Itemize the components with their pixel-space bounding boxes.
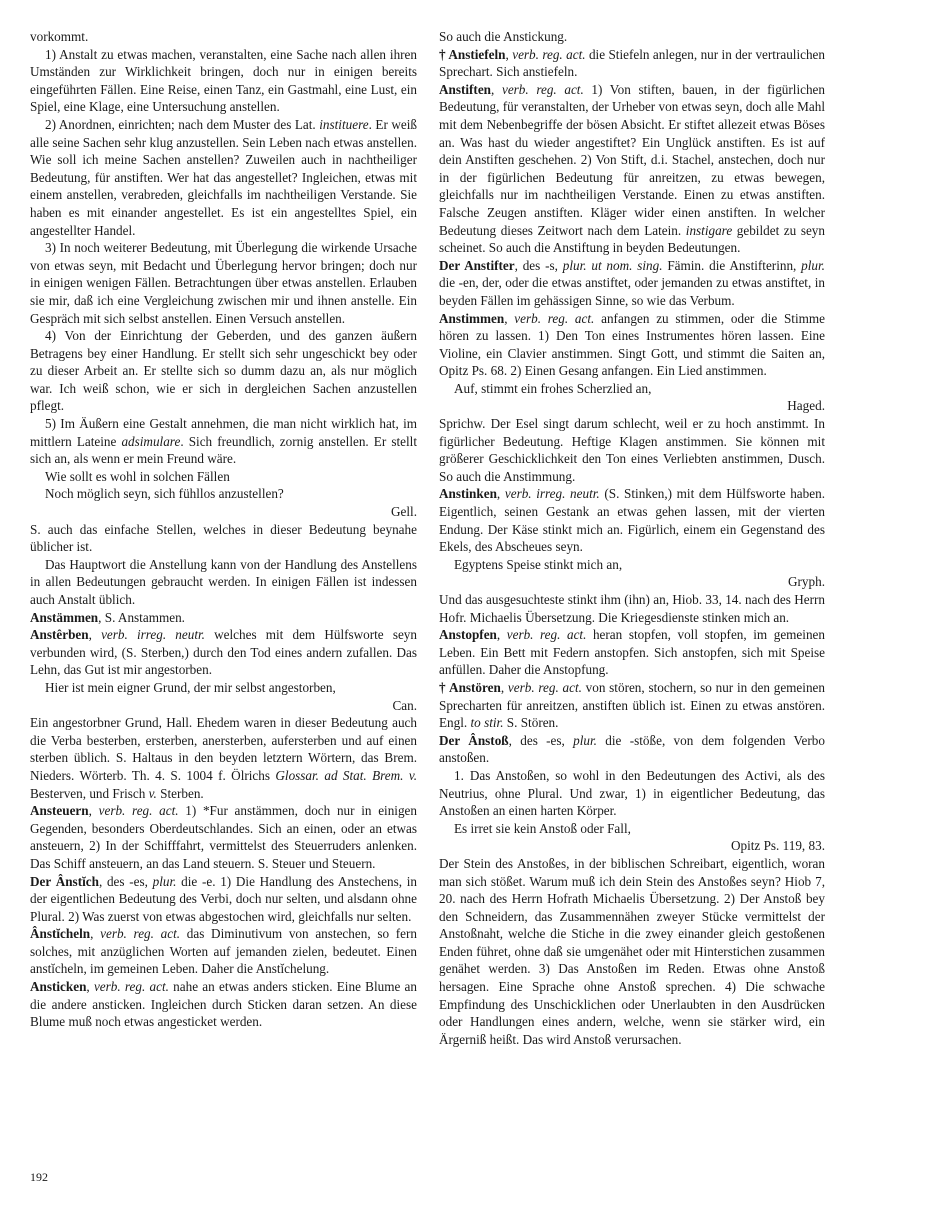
entry-anstopfen: Anstopfen, verb. reg. act. heran stopfen, voll stopfen, im gemeinen Leben. Ein Bett mit Federn anstopfen. Sich anstopfen, sich mit Speise anfüllen. Daher die Anstopfung.: [439, 627, 825, 678]
headword: Der Anstifter: [439, 257, 515, 273]
verse-attribution: Gryph.: [788, 574, 825, 590]
entry-ansticheln: Ânstĭcheln, verb. reg. act. das Diminutivum von anstechen, so fern solches, mit anzüglichen Worten auf jemanden zielen, bedeutet. Einen anstĭcheln, im gemeinen Leben. Daher die Anstĭchelung.: [30, 926, 417, 977]
entry-anstifter: Der Anstifter, des -s, plur. ut nom. sing. Fämin. die Anstifterinn, plur. die -en, der, oder die etwas anstiftet, oder jemanden zu etwas anstiftet, in beyden Fällen im gehässigen Sinne, so wie das Verbum.: [439, 257, 825, 308]
entry-anstoeren: † Anstören, verb. reg. act. von stören, stochern, so nur in den gemeinen Sprecharten für anreitzen, anstiften üblich ist. Einen zu etwas anstören. Engl. to stir. S. Stören.: [439, 679, 825, 731]
page-number: 192: [30, 1170, 48, 1184]
body-paragraph: S. auch das einfache Stellen, welches in dieser Bedeutung beynahe üblicher ist.: [30, 521, 417, 555]
verse-attribution: Can.: [392, 697, 417, 713]
entry-anstoss: Der Ânstoß, des -es, plur. die -stöße, von dem folgenden Verbo anstoßen.: [439, 732, 825, 766]
verse-attribution: Opitz Ps. 119, 83.: [730, 838, 825, 854]
headword: † Anstiefeln: [439, 46, 506, 62]
verse-line: Wie sollt es wohl in solchen Fällen: [45, 468, 230, 484]
headword: † Anstören: [439, 679, 501, 695]
continuation-text: So auch die Anstickung.: [439, 29, 568, 44]
verse-line: Hier ist mein eigner Grund, der mir selbst angestorben,: [45, 679, 336, 695]
left-column: [30, 28, 417, 1031]
entry-anstinken: Anstinken, verb. irreg. neutr. (S. Stinken,) mit dem Hülfsworte haben. Eigentlich, seinen Gestank an etwas gehen lassen, mit der vierten Endung. Der Käse stinkt mich an. Figürlich, einem ein Gegenstand des Ekels, des Abscheues seyn.: [439, 486, 826, 555]
entry-anstiefeln: † Anstiefeln, verb. reg. act. die Stiefeln anlegen, nur in der vertraulichen Sprechart. Sich anstiefeln.: [439, 46, 826, 80]
sense-paragraph: 1) Anstalt zu etwas machen, veranstalten, eine Sache nach allen ihren Umständen zur Wirklichkeit bringen, doch nur in einigen bereits eingeführten Fällen. Eine Reise, einen Tanz, ein Gastmahl, eine Lust, ein Spiel, eine Klage, eine Untersuchung anstellen.: [30, 46, 417, 115]
headword: Der Ânstoß: [439, 732, 509, 748]
entry-ansterben: Anstêrben, verb. irreg. neutr. welches mit dem Hülfsworte seyn verbunden wird, (S. Sterben,) durch den Tod eines andern zufallen. Das Lehn, das Gut ist mir angestorben.: [30, 627, 417, 678]
sense-paragraph: 5) Im Äußern eine Gestalt annehmen, die man nicht wirklich hat, im mittlern Lateine adsimulare. Sich freundlich, zornig anstellen. Er stellt sich an, als wenn er mein Freund wäre.: [30, 416, 417, 467]
headword: Anstopfen: [439, 627, 497, 643]
sense-paragraph: 4) Von der Einrichtung der Geberden, und des ganzen äußern Betragens bey einer Handlung. Er stellt sich sehr ungeschickt bey oder zu dieser Arbeit an. Er stellte sich so dumm dazu an, als nur möglich war. Ich weiß schon, wie er sich in dergleichen Sachen anzustellen pflegt.: [30, 328, 417, 414]
sense-paragraph: 1. Das Anstoßen, so wohl in den Bedeutungen des Activi, als des Neutrius, ohne Plural. Und zwar, 1) in eigentlicher Bedeutung, das Anstoßen an einen harten Körper.: [439, 767, 825, 819]
headword: Anstinken: [439, 486, 497, 502]
headword: Anstämmen: [30, 609, 99, 625]
sense-paragraph: 2) Anordnen, einrichten; nach dem Muster des Lat. instituere. Er weiß alle seine Sachen sehr klug anzustellen. Sein Leben nach etwas anstellen. Wie soll ich meine Sachen anstellen? Zuweilen auch in nachtheiliger Bedeutung, für anstiften. Wer hat das angestellet? Ingleichen, etwas mit einem anstellen, verabreden, gleichfalls im nachtheiligen Verstande. Sie haben es mit einander angestellet. Es ist ein angestelltes Spiel, ein angestellter Handel.: [30, 116, 417, 238]
continuation-text: vorkommt.: [30, 29, 89, 44]
verse-line: Noch möglich seyn, sich fühllos anzustellen?: [45, 486, 284, 502]
headword: Anstêrben: [30, 627, 89, 643]
body-paragraph: Das Hauptwort die Anstellung kann von der Handlung des Anstellens in allen Bedeutungen gebraucht werden. In einigen Fällen ist indessen auch Anstalt üblich.: [30, 556, 417, 607]
headword: Anstimmen: [439, 310, 505, 326]
verse-attribution: Gell.: [390, 504, 417, 520]
verse-line: Egyptens Speise stinkt mich an,: [454, 556, 623, 572]
entry-anstimmen: Anstimmen, verb. reg. act. anfangen zu stimmen, oder die Stimme hören zu lassen. 1) Den Ton eines Instrumentes hören lassen. Eine Violine, ein Clavier anstimmen. Singt Gott, und stimmt die Saiten an, Opitz Ps. 68. 2) Einen Gesang anfangen. Ein Lied anstimmen.: [439, 310, 825, 379]
headword: Ânstĭcheln: [30, 926, 91, 942]
entry-anstaemmen: Anstämmen, S. Anstammen.: [30, 609, 185, 625]
body-paragraph: Sprichw. Der Esel singt darum schlecht, weil er zu hoch anstimmt. In figürlicher Bedeutung. Heftige Klagen anstimmen. Sie können mit größerer Geschicklichkeit den Ton eines Verliebten anstimmen, Dusch. So auch die Anstimmung.: [439, 416, 825, 484]
entry-ansteuern: Ansteuern, verb. reg. act. 1) *Fur anstämmen, doch nur in einigen Gegenden, besonders Oberdeutschlandes. Sich an einen, oder an etwas ansteuern, 2) In der Schifffahrt, vermittelst des Steuerruders anlenken. Das Schiff ansteuern, an das Land steuern. S. Steuer und Steuern.: [30, 803, 418, 871]
verse-attribution: Haged.: [787, 398, 825, 414]
verse-line: Auf, stimmt ein frohes Scherzlied an,: [454, 380, 652, 396]
headword: Ansteuern: [30, 803, 89, 819]
verse-line: Es irret sie kein Anstoß oder Fall,: [454, 820, 631, 836]
headword: Anstiften: [439, 81, 492, 97]
body-paragraph: Der Stein des Anstoßes, in der biblischen Schreibart, eigentlich, woran man sich stößet. Warum muß ich dein Stein des Anstoßes seyn? Hiob 7, 20. nach des Herrn Hofrath Michaelis Übersetzung. 2) Der Anstoß bey den Schneidern, das Zusammennähen zweyer Stücke vermittelst der Anstoßnaht, welche die Stiche in die zwey einander gleich gestoßenen Enden führet, ohne daß sie umgenähet oder mit Hinterstichen zusammen genähet werden. 3) Das Anstoßen im Reden. Etwas ohne Anstoß hersagen. Eine Sprache ohne Anstoß sprechen. 4) Die schwache Empfindung des Unschicklichen oder Unerlaubten in den Ausdrücken oder Handlungen eines andern, welche, wenn sie stärker wird, ein Ärgerniß heißt. Das wird Anstoß verursachen.: [439, 855, 825, 1047]
entry-anstiften: Anstiften, verb. reg. act. 1) Von stiften, bauen, in der figürlichen Bedeutung, für veranstalten, der Urheber von etwas seyn, doch alle Mahl mit dem Nebenbegriffe der bösen Absicht. Er stiftet allezeit etwas Böses an. Was hast du wieder angestiftet? Ein Unglück anstiften. Es ist auf dein Anstiften geschehen. 2) Von Stift, d.i. Stachel, anstechen, doch nur in der figürlichen Bedeutung für anreitzen, zu etwas bewegen, gleichfalls nur im nachtheiligen Verstande. Einen zu etwas anstiften. Falsche Zeugen anstiften. Kläger wider einen anstiften. In welcher Bedeutung dieses Zeitwort nach dem Latein. instigare gebildet zu seyn scheinet. So auch die Anstiftung in beyden Bedeutungen.: [439, 81, 825, 256]
headword: Ansticken: [30, 979, 87, 995]
headword: Der Ânstĭch: [30, 873, 99, 889]
entry-anstich: Der Ânstĭch, des -es, plur. die -e. 1) Die Handlung des Anstechens, in der eigentlichen Bedeutung des Verbi, doch nur selten, und alsdann ohne Plural. 2) Was zuerst von etwas abgestochen wird, gleichfalls nur selten.: [30, 873, 417, 924]
body-paragraph: Ein angestorbner Grund, Hall. Ehedem waren in dieser Bedeutung auch die Verba besterben, ersterben, anersterben, aufersterben und auf einen sterben üblich. S. Haltaus in den beyden letztern Wörtern, das Brem. Nieders. Wörterb. Th. 4. S. 1004 f. Ölrichs Glossar. ad Stat. Brem. v. Besterven, und Frisch v. Sterben.: [30, 715, 417, 801]
sense-paragraph: 3) In noch weiterer Bedeutung, mit Überlegung die wirkende Ursache von etwas seyn, mit Bedacht und Überlegung hervor bringen; doch nur in einigen wenigen Fällen. Betrachtungen über etwas anstellen. Erlauben sie mir, daß ich eine Vergleichung zwischen mir und ihnen anstelle. Ein Gespräch mit sich selbst anstellen. Einen Versuch anstellen.: [30, 240, 417, 326]
entry-ansticken: Ansticken, verb. reg. act. nahe an etwas anders sticken. Eine Blume an die andere ansticken. Ingleichen durch Sticken daran setzen. An diese Blume muß noch etwas angesticket werden.: [30, 979, 417, 1030]
body-paragraph: Und das ausgesuchteste stinkt ihm (ihn) an, Hiob. 33, 14. nach des Herrn Hofr. Michaelis Übersetzung. Die Kriegesdienste stinken mich an.: [439, 592, 825, 625]
right-column: [439, 28, 825, 1048]
